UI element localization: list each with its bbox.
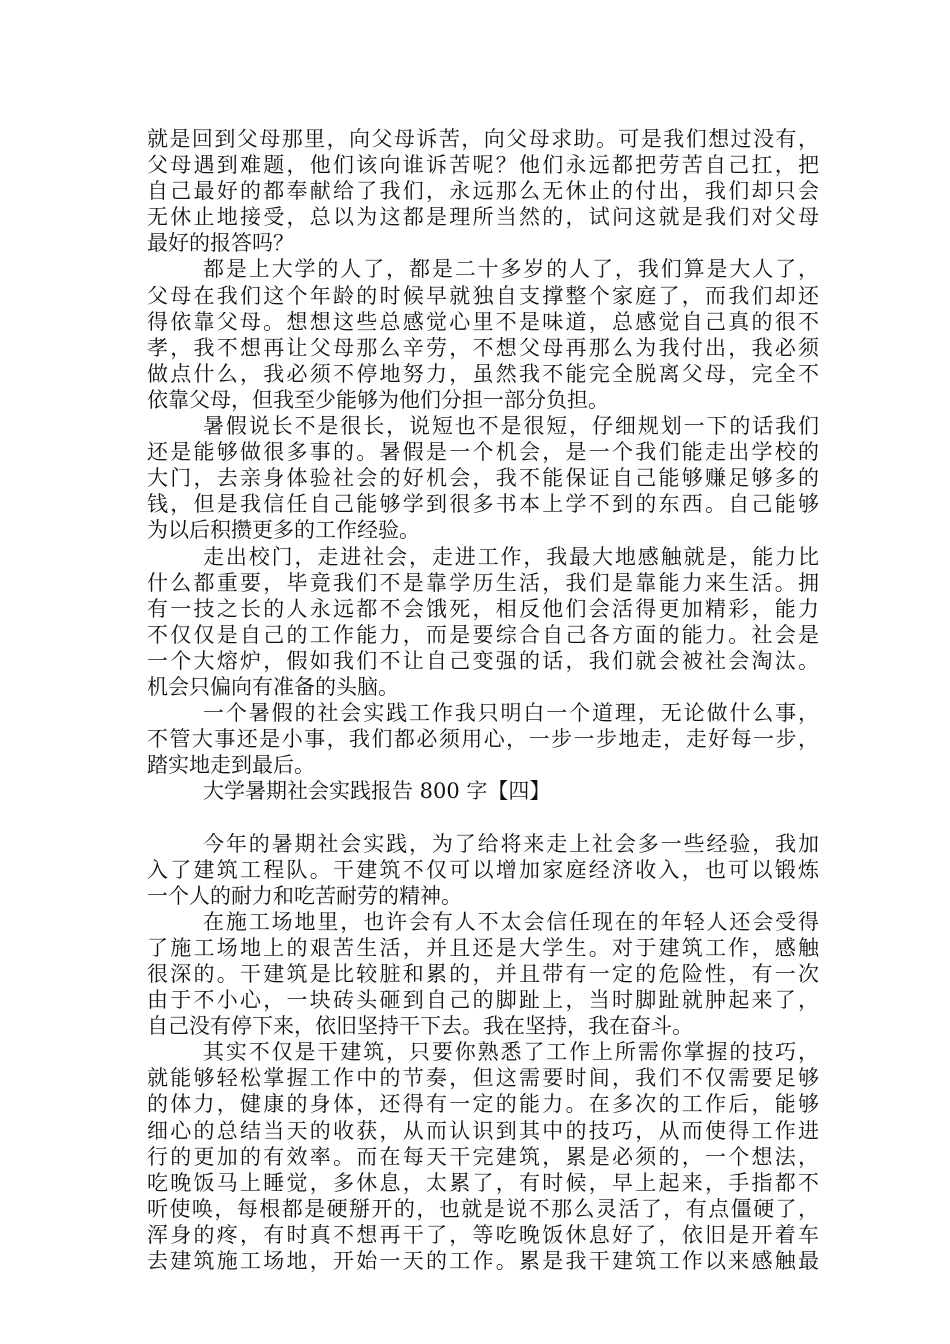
paragraph-first-line: 暑假说长不是很长，说短也不是很短，仔细规划一下的话我们 bbox=[203, 414, 819, 439]
text-line: 就能够轻松掌握工作中的节奏，但这需要时间，我们不仅需要足够 bbox=[147, 1066, 819, 1091]
paragraph-first-line: 大学暑期社会实践报告 800 字【四】 bbox=[203, 779, 551, 804]
text-line: 很深的。干建筑是比较脏和累的，并且带有一定的危险性，有一次 bbox=[147, 962, 819, 986]
text-line: 吃晚饭马上睡觉，多休息，太累了，有时候，早上起来，手指都不 bbox=[147, 1170, 819, 1195]
paragraph-first-line: 一个暑假的社会实践工作我只明白一个道理，无论做什么事， bbox=[203, 701, 819, 726]
text-line: 做点什么，我必须不停地努力，虽然我不能完全脱离父母，完全不 bbox=[147, 361, 819, 386]
text-line: 由于不小心，一块砖头砸到自己的脚趾上，当时脚趾就肿起来了， bbox=[147, 988, 819, 1013]
text-line: 父母在我们这个年龄的时候早就独自支撑整个家庭了，而我们却还 bbox=[147, 283, 819, 308]
text-line: 自己最好的都奉献给了我们，永远那么无休止的付出，我们却只会 bbox=[147, 179, 819, 204]
text-line: 细心的总结当天的收获，从而认识到其中的技巧，从而使得工作进 bbox=[147, 1118, 819, 1143]
text-line: 了施工场地上的艰苦生活，并且还是大学生。对于建筑工作，感触 bbox=[147, 935, 819, 960]
text-line: 听使唤，每根都是硬掰开的，也就是说不那么灵活了，有点僵硬了， bbox=[147, 1196, 819, 1221]
paragraph-first-line: 走出校门，走进社会，走进工作，我最大地感触就是，能力比 bbox=[203, 544, 819, 569]
text-line: 一个人的耐力和吃苦耐劳的精神。 bbox=[147, 883, 462, 908]
text-line: 入了建筑工程队。干建筑不仅可以增加家庭经济收入，也可以锻炼 bbox=[147, 857, 819, 882]
text-line: 还是能够做很多事的。暑假是一个机会，是一个我们能走出学校的 bbox=[147, 440, 819, 465]
document-page bbox=[147, 126, 819, 1274]
text-line: 一个大熔炉，假如我们不让自己变强的话，我们就会被社会淘汰。 bbox=[147, 648, 819, 673]
paragraph-first-line: 今年的暑期社会实践，为了给将来走上社会多一些经验，我加 bbox=[203, 831, 819, 856]
paragraph-first-line: 其实不仅是干建筑，只要你熟悉了工作上所需你掌握的技巧， bbox=[203, 1040, 819, 1065]
paragraph-first-line: 都是上大学的人了，都是二十多岁的人了，我们算是大人了， bbox=[203, 257, 819, 282]
text-line: 大门，去亲身体验社会的好机会，我不能保证自己能够赚足够多的 bbox=[147, 466, 819, 491]
text-line: 去建筑施工场地，开始一天的工作。累是我干建筑工作以来感触最 bbox=[147, 1249, 819, 1274]
text-line: 不管大事还是小事，我们都必须用心，一步一步地走，走好每一步， bbox=[147, 727, 819, 752]
text-line: 的体力，健康的身体，还得有一定的能力。在多次的工作后，能够 bbox=[147, 1092, 819, 1117]
blank-line bbox=[147, 804, 819, 830]
text-line: 不仅仅是自己的工作能力，而是要综合自己各方面的能力。社会是 bbox=[147, 622, 819, 647]
text-line: 浑身的疼，有时真不想再干了，等吃晚饭休息好了，依旧是开着车 bbox=[147, 1222, 819, 1247]
text-line: 有一技之长的人永远都不会饿死，相反他们会活得更加精彩，能力 bbox=[147, 596, 819, 621]
text-line: 机会只偏向有准备的头脑。 bbox=[147, 674, 399, 699]
text-line: 最好的报答吗？ bbox=[147, 231, 294, 256]
text-line: 行的更加的有效率。而在每天干完建筑，累是必须的，一个想法， bbox=[147, 1144, 819, 1169]
text-line: 依靠父母，但我至少能够为他们分担一部分负担。 bbox=[147, 387, 609, 412]
text-line: 就是回到父母那里，向父母诉苦，向父母求助。可是我们想过没有， bbox=[147, 127, 819, 151]
text-line: 什么都重要，毕竟我们不是靠学历生活，我们是靠能力来生活。拥 bbox=[147, 570, 819, 595]
text-line: 钱，但是我信任自己能够学到很多书本上学不到的东西。自己能够 bbox=[147, 492, 819, 517]
text-line: 自己没有停下来，依旧坚持干下去。我在坚持，我在奋斗。 bbox=[147, 1014, 693, 1039]
text-line: 孝，我不想再让父母那么辛劳，不想父母再那么为我付出，我必须 bbox=[147, 335, 819, 360]
paragraph-first-line: 在施工场地里，也许会有人不太会信任现在的年轻人还会受得 bbox=[203, 909, 819, 934]
text-line: 得依靠父母。想想这些总感觉心里不是味道，总感觉自己真的很不 bbox=[147, 309, 819, 334]
text-line: 无休止地接受，总以为这都是理所当然的，试问这就是我们对父母 bbox=[147, 205, 819, 230]
text-line: 踏实地走到最后。 bbox=[147, 753, 315, 778]
text-line: 为以后积攒更多的工作经验。 bbox=[147, 518, 420, 543]
text-line: 父母遇到难题，他们该向谁诉苦呢？他们永远都把劳苦自己扛，把 bbox=[147, 153, 819, 178]
